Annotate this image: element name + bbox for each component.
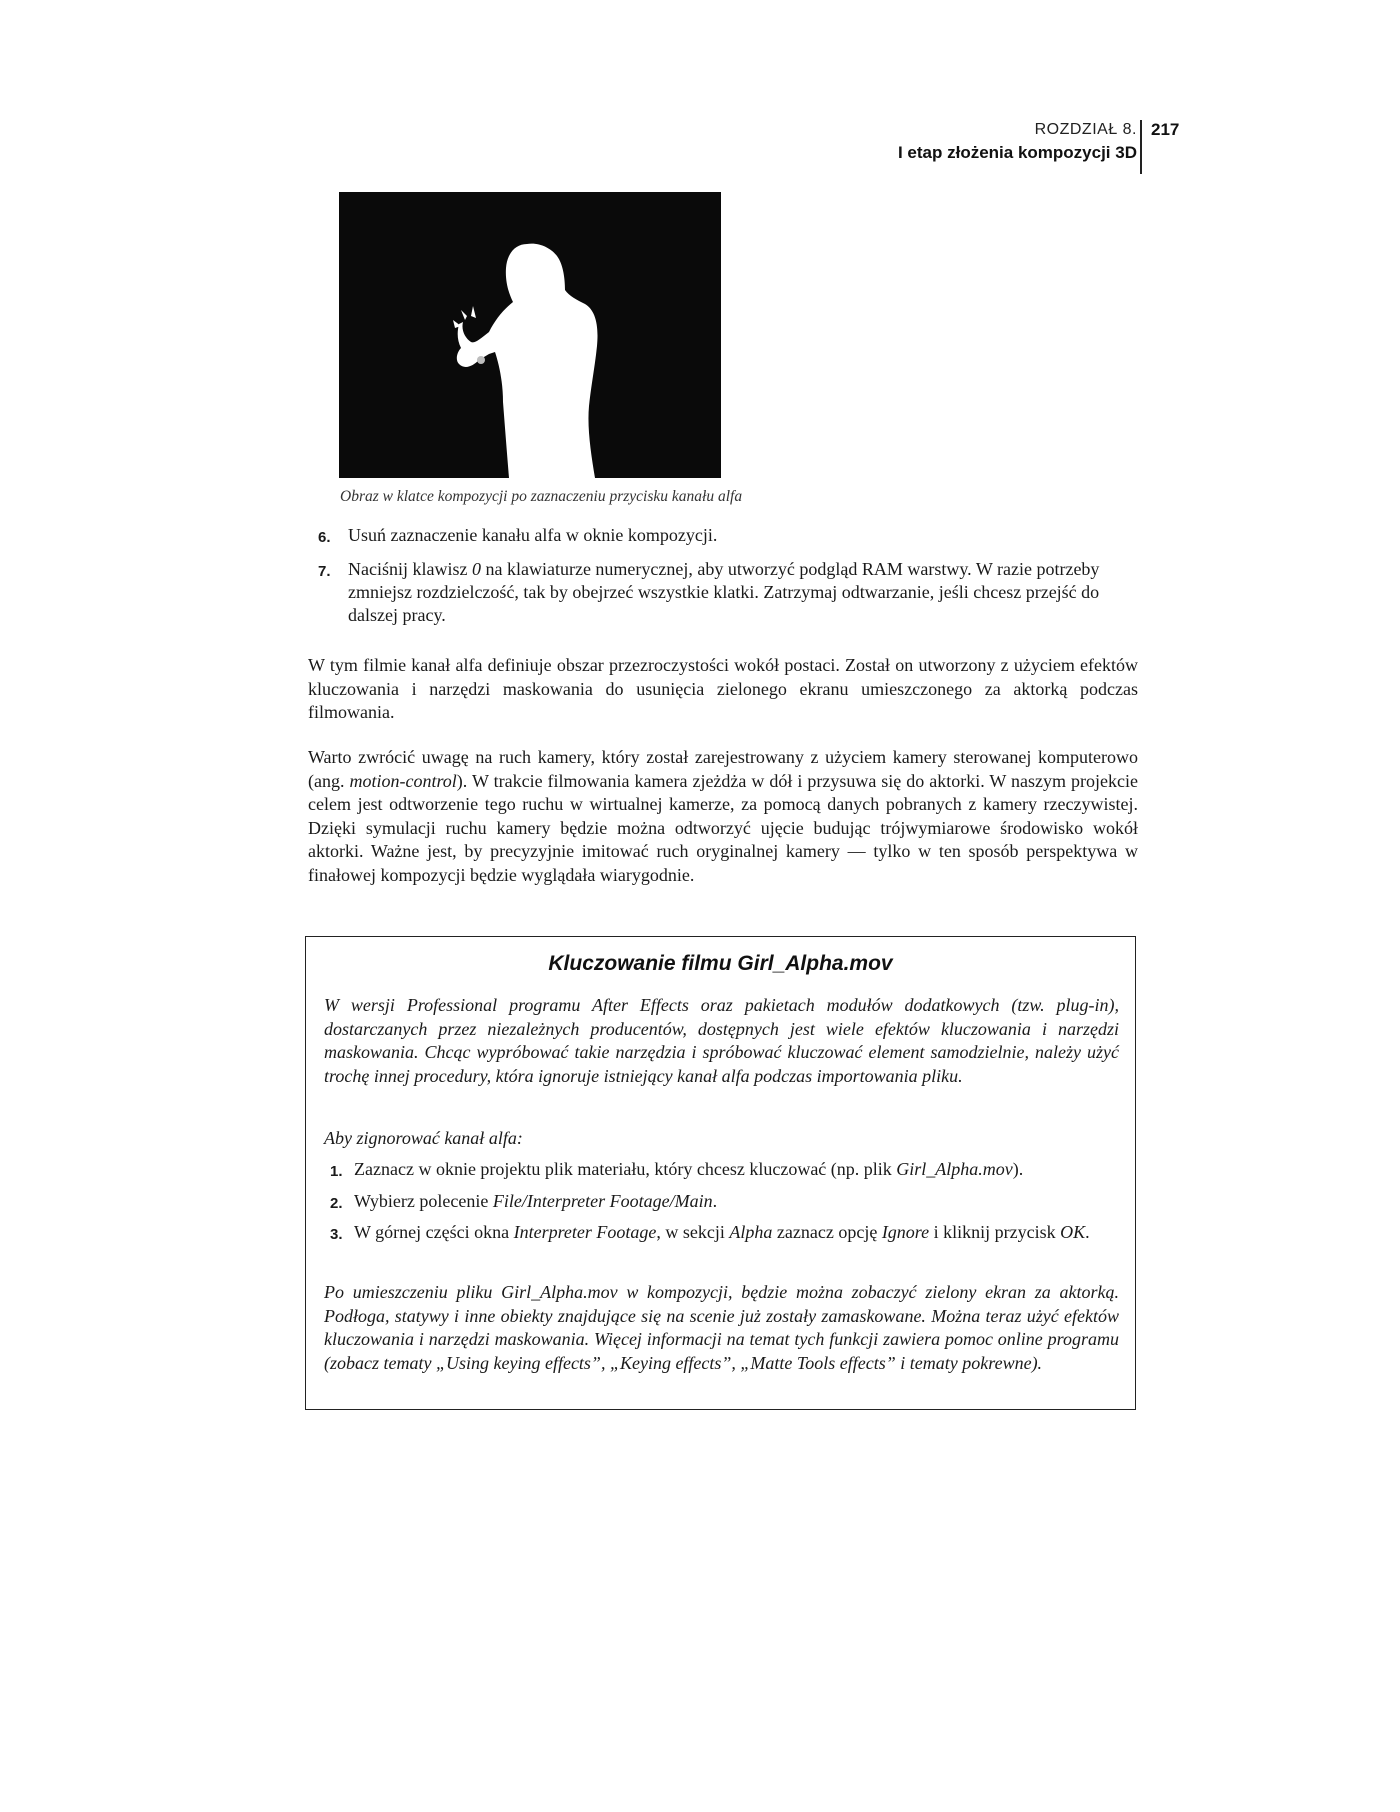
sidebar-step-3 bbox=[330, 1221, 1120, 1247]
step-number: 6. bbox=[318, 529, 331, 546]
step-text-part: Naciśnij klawisz bbox=[348, 559, 472, 579]
step-text bbox=[354, 1221, 1120, 1247]
step-text: Usuń zaznaczenie kanału alfa w oknie kompozycji. bbox=[348, 525, 718, 545]
alpha-channel-figure bbox=[339, 192, 721, 478]
paragraph-text: Warto zwrócić uwagę na ruch kamery, który został zarejestrowany z użyciem kamery sterowanej komputerowo (ang. bbox=[308, 747, 1138, 791]
step-number: 1. bbox=[330, 1163, 343, 1180]
step-text-part: na klawiaturze numerycznej, aby utworzyć podgląd RAM warstwy. W razie potrzeby zmniejsz rozdzielczość, tak by obejrzeć wszystkie klatki. Zatrzymaj odtwarzanie, jeśli chcesz przejść do dalszej pracy. bbox=[348, 559, 1100, 625]
key-name: 0 bbox=[471, 559, 481, 579]
sidebar-step-2 bbox=[330, 1190, 1120, 1216]
sidebar-steps-list bbox=[330, 1158, 1120, 1253]
sidebar-lead: Aby zignorować kanał alfa: bbox=[324, 1128, 523, 1148]
figure-caption: Obraz w klatce kompozycji po zaznaczeniu przycisku kanału alfa bbox=[340, 488, 743, 505]
file-name: Girl_Alpha.mov bbox=[896, 1159, 1013, 1179]
menu-path: File/Interpreter Footage/Main bbox=[492, 1190, 713, 1211]
step-text bbox=[354, 1190, 1120, 1216]
step-text-part: . bbox=[1085, 1222, 1090, 1242]
ui-term: Ignore bbox=[881, 1222, 930, 1242]
sidebar-outro: Po umieszczeniu pliku Girl_Alpha.mov w kompozycji, będzie można zobaczyć zielony ekran za aktorką. Podłoga, statywy i inne obiekty znajdujące się na scenie już zostały zamaskowane. Można teraz użyć efektów kluczowania i narzędzi maskowania. Więcej informacji na temat tych funkcji zawiera pomoc online programu (zobacz tematy „Using keying effects”, „Keying effects”, „Matte Tools effects” i tematy pokrewne). bbox=[324, 1282, 1119, 1373]
step-text-part: i kliknij przycisk bbox=[929, 1222, 1061, 1242]
sidebar-title: Kluczowanie filmu Girl_Alpha.mov bbox=[548, 952, 893, 975]
step-number: 3. bbox=[330, 1226, 343, 1243]
term-motion-control: motion-control bbox=[349, 770, 457, 791]
chapter-label: ROZDZIAŁ 8. bbox=[1034, 121, 1137, 138]
step-6 bbox=[318, 524, 1138, 549]
sidebar-step-1 bbox=[330, 1158, 1120, 1184]
paragraph-camera-motion bbox=[308, 746, 1138, 887]
steps-list bbox=[318, 524, 1138, 636]
step-number: 7. bbox=[318, 563, 331, 580]
step-number: 2. bbox=[330, 1194, 343, 1212]
step-text-part: W górnej części okna bbox=[354, 1222, 514, 1242]
step-text-part: zaznacz opcję bbox=[772, 1222, 882, 1242]
page-number: 217 bbox=[1151, 120, 1180, 139]
paragraph-text: ). W trakcie filmowania kamera zjeżdża w dół i przysuwa się do aktorki. W naszym projekcie celem jest odtworzenie tego ruchu w wirtualnej kamerze, za pomocą danych pobranych z kamery rzeczywistej. Dzięki symulacji ruchu kamery będzie można odtworzyć ujęcie budując trójwymiarowe środowisko wokół aktorki. Ważne jest, by precyzyjnie imitować ruch oryginalnej kamery — tylko w ten sposób perspektywa w finałowej kompozycji będzie wyglądała wiarygodnie. bbox=[308, 770, 1138, 885]
chapter-title: I etap złożenia kompozycji 3D bbox=[897, 143, 1137, 162]
step-text-part: . bbox=[712, 1190, 718, 1211]
sidebar-intro: W wersji Professional programu After Effects oraz pakietach modułów dodatkowych (tzw. plug-in), dostarczanych przez niezależnych producentów, dostępnych jest wiele efektów kluczowania i narzędzi maskowania. Chcąc wypróbować takie narzędzia i spróbować kluczować element samodzielnie, należy użyć trochę innej procedury, która ignoruje istniejący kanał alfa podczas importowania pliku. bbox=[324, 995, 1119, 1086]
step-text-part: Zaznacz w oknie projektu plik materiału, który chcesz kluczować (np. plik bbox=[354, 1159, 897, 1179]
silhouette-image bbox=[339, 192, 721, 478]
header-divider bbox=[1140, 120, 1142, 174]
step-text-part: , w sekcji bbox=[656, 1222, 730, 1242]
header-text bbox=[898, 120, 1137, 166]
step-text-part: ). bbox=[1012, 1159, 1024, 1179]
step-text bbox=[354, 1158, 1120, 1184]
step-text bbox=[348, 558, 1138, 627]
ui-term: OK bbox=[1060, 1222, 1086, 1242]
running-header bbox=[0, 120, 1400, 180]
step-text-part: Wybierz polecenie bbox=[354, 1190, 493, 1211]
paragraph-alpha-channel: W tym filmie kanał alfa definiuje obszar przezroczystości wokół postaci. Został on utworzony z użyciem efektów kluczowania i narzędzi maskowania do usunięcia zielonego ekranu umieszczonego za aktorką podczas filmowania. bbox=[308, 655, 1138, 722]
step-7 bbox=[318, 558, 1138, 627]
sidebar-box bbox=[305, 936, 1136, 1410]
ui-term: Interpreter Footage bbox=[513, 1222, 657, 1242]
ui-term: Alpha bbox=[729, 1222, 773, 1242]
